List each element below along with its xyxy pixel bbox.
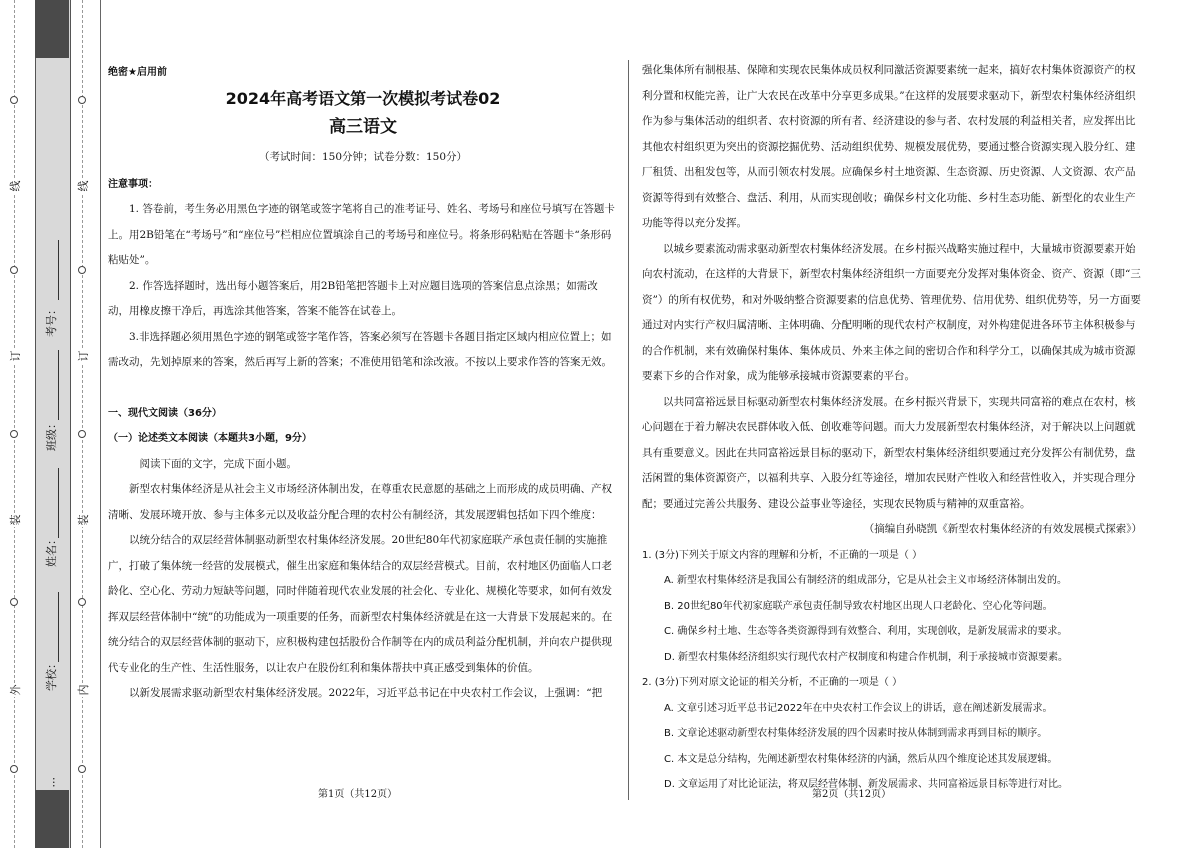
- ellipsis: ...: [44, 777, 58, 788]
- hole-circle: [10, 598, 18, 606]
- field-school-line[interactable]: [58, 592, 59, 662]
- inner-cut-line: [82, 0, 83, 848]
- passage-paragraph: 强化集体所有制根基、保障和实现农民集体成员权利同激活资源要素统一起来，搞好农村集体资源资产的权利分置和权能完善，让广大农民在改革中分享更多成果。”在这样的发展要求驱动下，新型农村集体经济组织作为参与集体活动的组织者、农村资源的所有者、经济建设的参与者、农村发展的利益相关者，应发挥出比其他农村组织更为突出的资源挖掘优势、活动组织优势、规模发展优势，要通过整合资源实现入股分红、建厂租赁、出租发包等，从而引领农村发展。应确保乡村土地资源、生态资源、历史资源、人文资源、农产品资源等得到有效整合、盘活、利用，从而实现创收；确保乡村文化功能、乡村生态功能、新型化的农业生产功能等得以充分发挥。: [642, 64, 1136, 229]
- secret-mark: 绝密★启用前: [108, 67, 167, 78]
- question-stem: 2. (3分)下列对原文论证的相关分析，不正确的一项是（ ）: [642, 677, 903, 688]
- passage-paragraph: 以新发展需求驱动新型农村集体经济发展。2022年，习近平总书记在中央农村工作会议，上强调：“把: [129, 687, 603, 699]
- strip-dark-bottom: [35, 790, 69, 848]
- page-footer-1: 第1页（共12页）: [318, 789, 398, 800]
- inner-char-nei: 内: [77, 684, 90, 696]
- hole-circle: [10, 96, 18, 104]
- inner-char-ding: 订: [77, 350, 90, 362]
- subsection-title: （一）论述类文本阅读（本题共3小题，9分）: [108, 433, 312, 444]
- question-option[interactable]: C. 本文是总分结构，先阐述新型农村集体经济的内涵，然后从四个维度论述其发展逻辑。: [664, 753, 1058, 765]
- page-2-column: [642, 58, 1142, 798]
- outer-char-xian: 线: [9, 180, 22, 192]
- exam-title: 2024年高考语文第一次模拟考试卷02: [225, 88, 501, 108]
- passage-paragraph: 以统分结合的双层经营体制驱动新型农村集体经济发展。20世纪80年代初家庭联产承包责任制的实施推广，打破了集体统一经营的发展模式，催生出家庭和集体结合的双层经营模式。目前，农村地区仍面临人口老龄化、空心化、劳动力短缺等问题，同时伴随着现代农业发展的社会化、专业化、规模化等要求，如何有效发挥双层经营体制中“统”的功能成为一项重要的任务，而新型农村集体经济就是在这一大背景下发展起来的。在统分结合的双层经营体制的驱动下，应积极构建包括股份合作制等在内的成员利益分配机制，并向农户提供现代专业化的生产性、生活性服务，以让农户在股份红利和集体帮扶中真正感受到集体的价值。: [108, 534, 613, 674]
- page-1-column: [108, 60, 618, 707]
- passage-paragraph: 以共同富裕远景目标驱动新型农村集体经济发展。在乡村振兴背景下，实现共同富裕的难点在农村，核心问题在于着力解决农民群体收入低、创收难等问题。而大力发展新型农村集体经济，对于解决以上问题就具有重要意义。因此在共同富裕远景目标的驱动下，新型农村集体经济组织要通过充分发挥公有制优势，盘活闲置的集体资源资产，以福利共享、入股分红等途径，增加农民财产性收入和经营性收入，并实现合理分配；要通过完善公共服务、建设公益事业等途径，实现农民物质与精神的双重富裕。: [642, 395, 1136, 510]
- spacer: [108, 376, 618, 401]
- instruction: 阅读下面的文字，完成下面小题。: [139, 457, 297, 470]
- hole-circle: [78, 266, 86, 274]
- hole-circle: [78, 430, 86, 438]
- binding-edge: [100, 0, 101, 848]
- notice-item: 2. 作答选择题时，选出每小题答案后，用2B铅笔把答题卡上对应题目选项的答案信息点涂黑；如需改动，用橡皮擦干净后，再选涂其他答案，答案不能答在试卷上。: [108, 279, 598, 317]
- question-option[interactable]: B. 文章论述驱动新型农村集体经济发展的四个因素时按从体制到需求再到目标的顺序。: [664, 728, 1048, 739]
- question-option[interactable]: C. 确保乡村土地、生态等各类资源得到有效整合、利用，实现创收，是新发展需求的要求。: [664, 626, 1068, 637]
- question-option[interactable]: A. 文章引述习近平总书记2022年在中央农村工作会议上的讲话，意在阐述新发展需求。: [664, 702, 1053, 714]
- notice-item: 3.非选择题必须用黑色字迹的钢笔或签字笔作答，答案必须写在答题卡各题目指定区域内相应位置上；如需改动，先划掉原来的答案，然后再写上新的答案；不准使用铅笔和涂改液。不按以上要求作答的答案无效。: [108, 330, 612, 368]
- inner-char-xian: 线: [77, 180, 90, 192]
- field-name-label: 姓名：: [45, 534, 58, 567]
- passage-paragraph: 新型农村集体经济是从社会主义市场经济体制出发，在尊重农民意愿的基础之上而形成的成员明确、产权清晰、发展环境开放、参与主体多元以及收益分配合理的农村公有制经济，其发展逻辑包括如下四个维度：: [108, 483, 612, 521]
- exam-subtitle: 高三语文: [329, 116, 397, 137]
- binding-margin: [0, 0, 102, 848]
- hole-circle: [10, 430, 18, 438]
- inner-char-zhuang: 装: [77, 514, 90, 526]
- section-title: 一、现代文阅读（36分）: [108, 407, 222, 419]
- outer-char-ding: 订: [9, 350, 22, 362]
- hole-circle: [10, 765, 18, 773]
- question-option[interactable]: B. 20世纪80年代初家庭联产承包责任制导致农村地区出现人口老龄化、空心化等问题。: [664, 600, 1053, 612]
- strip-dark-top: [35, 0, 69, 58]
- question-option[interactable]: A. 新型农村集体经济是我国公有制经济的组成部分，它是从社会主义市场经济体制出发的。: [664, 575, 1068, 586]
- hole-circle: [78, 96, 86, 104]
- field-class-line[interactable]: [58, 350, 59, 420]
- exam-info: （考试时间：150分钟；试卷分数：150分）: [258, 150, 468, 163]
- hole-circle: [10, 266, 18, 274]
- field-class-label: 班级：: [45, 418, 58, 451]
- column-divider: [628, 60, 629, 800]
- outer-char-zhuang: 装: [9, 514, 22, 526]
- outer-cut-line: [14, 0, 15, 848]
- hole-circle: [78, 598, 86, 606]
- page-footer-2: 第2页（共12页）: [812, 789, 892, 800]
- notice-item: 1. 答卷前，考生务必用黑色字迹的钢笔或签字笔将自己的准考证号、姓名、考场号和座位号填写在答题卡上。用2B铅笔在“考场号”和“座位号”栏相应位置填涂自己的考场号和座位号。将条形码粘贴在答题卡“条形码粘贴处”。: [108, 203, 615, 266]
- hole-circle: [78, 765, 86, 773]
- field-exam-number-label: 考号：: [45, 304, 58, 337]
- source-note: （摘编自孙晓凯《新型农村集体经济的有效发展模式探索》）: [863, 523, 1142, 535]
- field-school-label: 学校：: [45, 658, 58, 691]
- question-option[interactable]: D. 文章运用了对比论证法，将双层经营体制、新发展需求、共同富裕远景目标等进行对比。: [664, 779, 1069, 790]
- passage-paragraph: 以城乡要素流动需求驱动新型农村集体经济发展。在乡村振兴战略实施过程中，大量城市资源要素开始向农村流动，在这样的大背景下，新型农村集体经济组织一方面要充分发挥对集体资金、资产、资源（即“三资”）的所有权优势，和对外吸纳整合资源要素的信息优势、管理优势、信用优势、组织优势等，另一方面要通过对内实行产权归属清晰、主体明确、分配明晰的现代农村产权制度，对外构建促进各环节主体积极参与的合作机制，来有效确保村集体、集体成员、外来主体之间的密切合作和科学分工，以确保其成为城市资源要素下乡的合作对象，成为能够承接城市资源要素的平台。: [642, 242, 1141, 382]
- field-exam-number-line[interactable]: [58, 240, 59, 300]
- question-option[interactable]: D. 新型农村集体经济组织实行现代农村产权制度和构建合作机制，利于承接城市资源要素。: [664, 651, 1069, 663]
- notice-heading: 注意事项：: [108, 178, 158, 190]
- outer-char-wai: 外: [9, 684, 22, 696]
- field-name-line[interactable]: [58, 468, 59, 538]
- question-stem: 1. (3分)下列关于原文内容的理解和分析，不正确的一项是（ ）: [642, 549, 923, 561]
